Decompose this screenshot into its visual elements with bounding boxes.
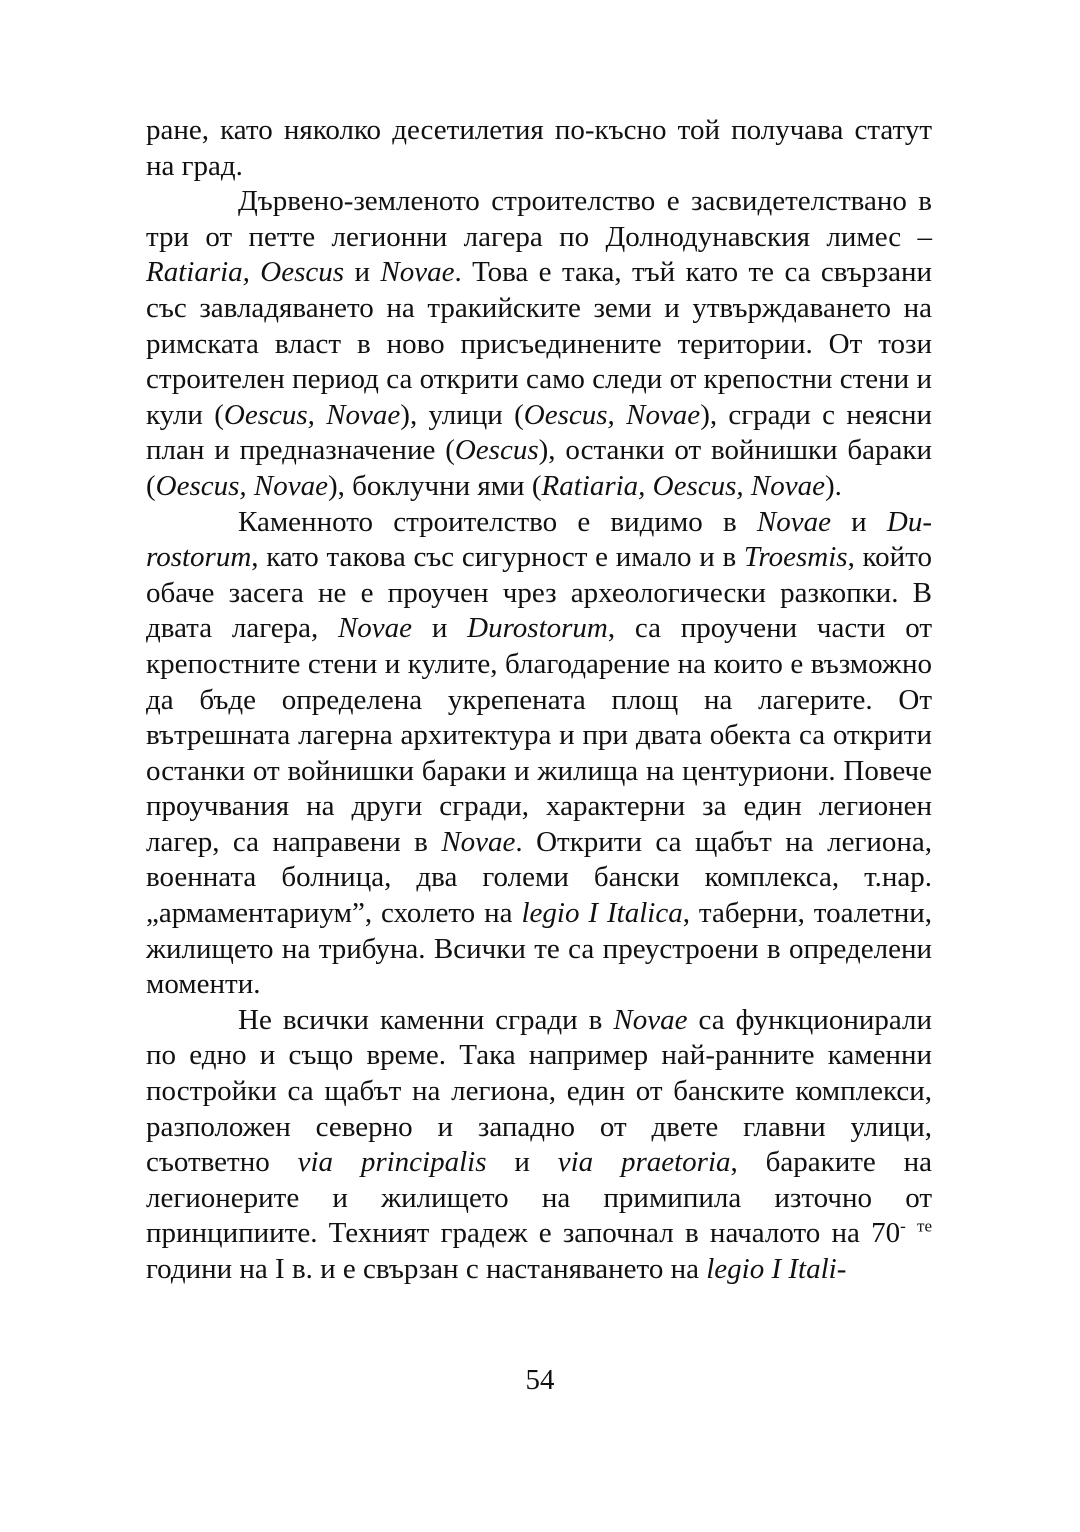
italic-term: Durostorum <box>146 505 932 574</box>
italic-term: legio I Itali- <box>706 1253 847 1285</box>
text-run: Дървено-земленото строителство е засвидетелствано в три от петте легионни лагера по Долнодунавския лимес – <box>146 185 932 253</box>
text-run: ), останки от войнишки бараки ( <box>146 434 932 502</box>
text-run: Не всички каменни сгради в <box>238 1003 614 1036</box>
text-run: години на I в. и е свързан с настаняването на <box>146 1253 707 1285</box>
italic-term: Novae <box>756 505 831 538</box>
text-run: , бараките на легионерите и жилището на примипила източно от принципиите. Техният градеж е започнал в началото на 70 <box>146 1146 932 1250</box>
text-run: Каменното строителство е видимо в <box>238 505 757 538</box>
text-run: ), сгради с неясни план и предназначение ( <box>146 398 932 467</box>
italic-term: Oescus <box>454 434 539 467</box>
italic-term: Novae <box>441 825 516 858</box>
text-run: , който обаче засега не е проучен чрез археологически разкопки. В двата лагера, <box>146 541 932 645</box>
text-run: ). <box>825 469 842 502</box>
italic-term: Ratiaria, Oescus <box>146 256 345 289</box>
text-run: , като такова със сигурност е имало и в <box>251 541 744 574</box>
italic-term: Novae <box>380 256 455 289</box>
paragraph <box>146 113 932 184</box>
italic-term: via praetoria <box>557 1146 731 1179</box>
paragraph <box>146 505 932 1003</box>
superscript: те <box>917 1216 932 1236</box>
italic-term: Novae <box>613 1003 688 1036</box>
text-run: ране, като няколко десетилетия по-късно той получава статут на град. <box>146 114 932 182</box>
text-run: , таберни, тоалетни, жилището на трибуна. Всички те са преустроени в определени моменти. <box>146 897 933 1001</box>
text-run: са функционирали по едно и също време. Така например най-ранните каменни постройки са щабът на легиона, един от банските комплекси, разположен северно и западно от двете главни улици, съответно <box>146 1003 932 1179</box>
italic-term: Durostorum <box>467 612 608 645</box>
italic-term: Oescus, Novae <box>155 469 329 502</box>
superscript: - <box>900 1216 906 1236</box>
text-run: и <box>344 256 381 289</box>
text-run: ), боклучни ями ( <box>328 469 542 502</box>
italic-term: Troesmis <box>743 541 848 574</box>
text-run: и <box>412 612 468 645</box>
text-run: ), улици ( <box>400 398 524 431</box>
italic-term: Oescus, Novae <box>223 398 401 431</box>
text-run: . Това е така, тъй като те са свързани със завладяването на тракийските земи и утвърждаването на римската власт в ново присъединените територии. От този строителен период са открити само следи от крепостни стени и кули ( <box>146 256 932 431</box>
paragraph <box>146 184 932 504</box>
italic-term: via principalis <box>297 1146 487 1179</box>
italic-term: legio I Italica <box>521 897 683 930</box>
italic-term: Novae <box>337 612 413 645</box>
paragraph <box>146 1003 932 1288</box>
page-number: 54 <box>525 1364 555 1396</box>
text-run: . Открити са щабът на легиона, военната болница, два големи бански комплекса, т.нар. „армаментариум”, схолето на <box>146 825 932 930</box>
text-run: и <box>830 505 887 538</box>
text-run: , са проучени части от крепостните стени и кулите, благодарение на които е възможно да бъде определена укрепената площ на лагерите. От вътрешната лагерна архитектура и при двата обекта са открити останки от войнишки бараки и жилища на центуриони. Повече проучвания на други сгради, характерни за един легионен лагер, са направени в <box>146 612 932 858</box>
italic-term: Ratiaria, Oescus, Novae <box>541 469 825 502</box>
italic-term: Oescus, Novae <box>523 398 701 431</box>
body-text <box>146 113 932 1288</box>
text-run <box>906 1217 917 1249</box>
text-run: и <box>486 1146 558 1179</box>
